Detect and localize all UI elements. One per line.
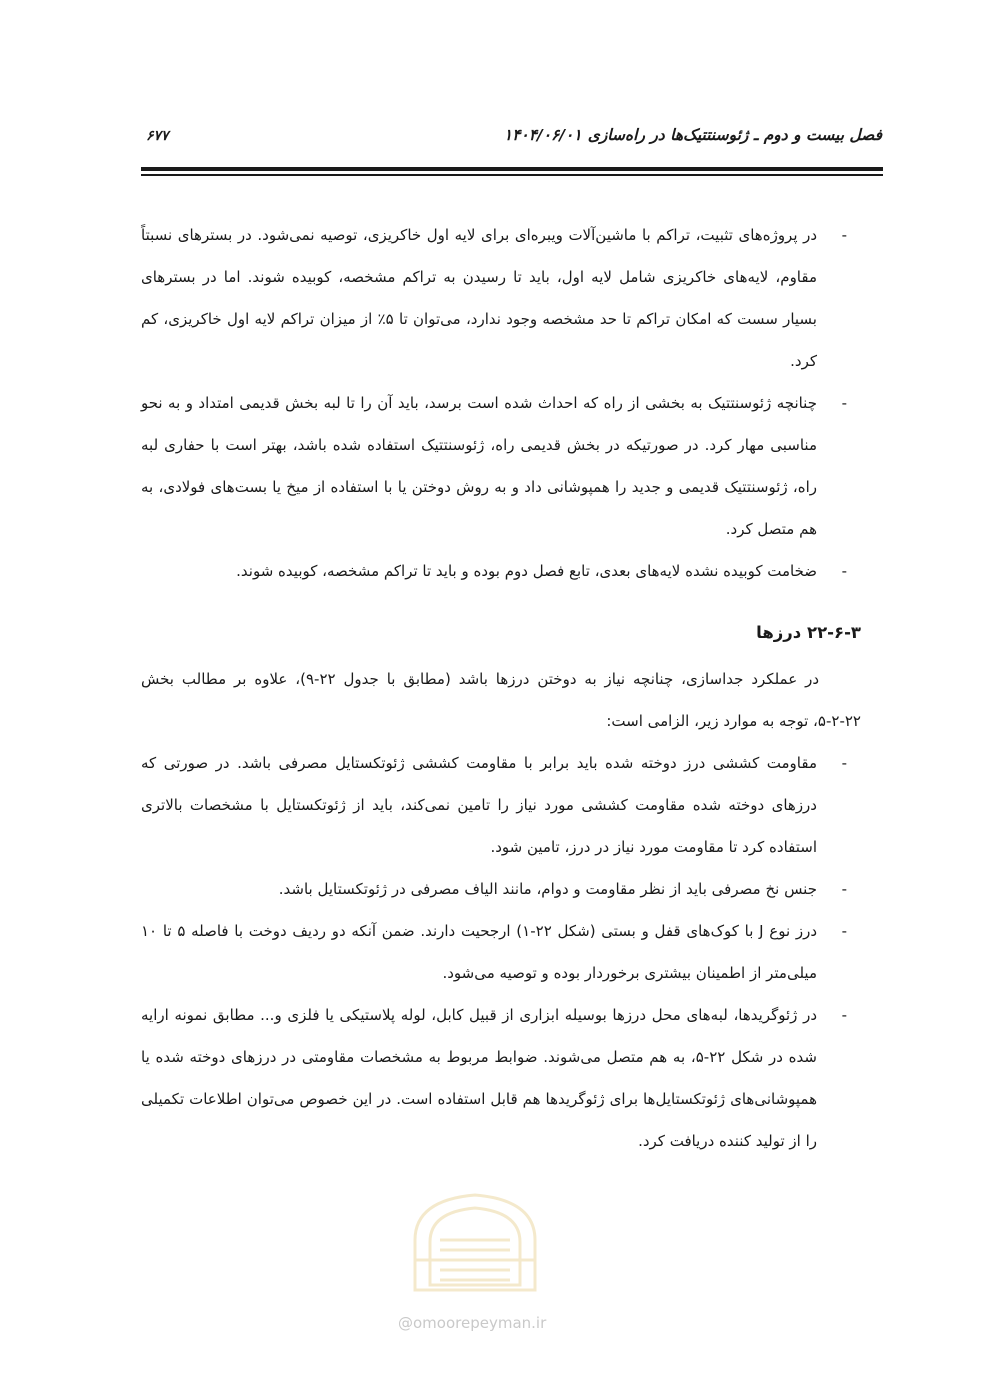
watermark-seal-icon	[395, 1180, 555, 1300]
bullet-item	[141, 742, 883, 868]
chapter-title	[504, 126, 882, 144]
bullet-dash: -	[841, 394, 847, 412]
bullet-dash: -	[841, 226, 847, 244]
bullet-text: ضخامت کوبیده نشده لایه‌های بعدی، تابع فصل دوم بوده و باید تا تراکم مشخصه، کوبیده شوند.	[236, 562, 817, 580]
bullet-item	[141, 382, 883, 550]
section-intro-paragraph: در عملکرد جداسازی، چنانچه نیاز به دوختن درزها باشد (مطابق با جدول ۲۲-۹)، علاوه بر مطالب بخش ۲۲-۲-۵، توجه به موارد زیر، الزامی است:	[141, 670, 861, 730]
header-rule-thin	[141, 174, 883, 176]
bullet-dash: -	[841, 754, 847, 772]
watermark-text: @omoorepeyman.ir	[398, 1314, 547, 1332]
header-rule-thick	[141, 167, 883, 171]
bullet-text: جنس نخ مصرفی باید از نظر مقاومت و دوام، مانند الیاف مصرفی در ژئوتکستایل باشد.	[278, 880, 817, 898]
bullet-text: چنانچه ژئوسنتتیک به بخشی از راه که احداث شده است برسد، باید آن را تا لبه بخش قدیمی امتداد و به نحو مناسبی مهار کرد. در صورتیکه در بخش قدیمی راه، ژئوسنتتیک استفاده شده باشد، بهتر است با حفاری لبه راه، ژئوسنتتیک قدیمی و جدید را همپوشانی داد و به روش دوختن یا با استفاده از میخ یا بست‌های فولادی، به هم متصل کرد.	[141, 394, 817, 538]
bullet-item	[141, 550, 883, 592]
bullet-dash: -	[841, 922, 847, 940]
header-date: ۱۴۰۴/۰۶/۰۱	[503, 126, 582, 144]
page-body	[141, 214, 883, 1162]
bullet-item	[141, 868, 883, 910]
section-heading: ۲۲-۶-۳ درزها	[756, 623, 861, 642]
running-header	[144, 126, 882, 156]
bullet-text: در ژئوگریدها، لبه‌های محل درزها بوسیله ابزاری از قبیل کابل، لوله پلاستیکی یا فلزی و... مطابق نمونه ارایه شده در شکل ۲۲-۵، به هم متصل می‌شوند. ضوابط مربوط به مشخصات مقاومتی در درزهای دوخته شده یا همپوشانی‌های ژئوتکستایل‌ها برای ژئوگریدها هم قابل استفاده است. در این خصوص می‌توان اطلاعات تکمیلی را از تولید کننده دریافت کرد.	[141, 1006, 817, 1150]
bullet-text: در پروژه‌های تثبیت، تراکم با ماشین‌آلات ویبره‌ای برای لایه اول خاکریزی، توصیه نمی‌شود. در بسترهای نسبتاً مقاوم، لایه‌های خاکریزی شامل لایه اول، باید تا رسیدن به تراکم مشخصه، کوبیده شوند. اما در بسترهای بسیار سست که امکان تراکم تا حد مشخصه وجود ندارد، می‌توان تا ۵٪ از میزان تراکم لایه اول خاکریزی، کم کرد.	[141, 226, 817, 370]
bullet-dash: -	[841, 1006, 847, 1024]
bullet-item	[141, 910, 883, 994]
bullet-item	[141, 994, 883, 1162]
bullet-dash: -	[841, 880, 847, 898]
bullet-text: درز نوع J با کوک‌های قفل و بستی (شکل ۲۲-۱) ارجحیت دارند. ضمن آنکه دو ردیف دوخت با فاصله ۵ تا ۱۰ میلی‌متر از اطمینان بیشتری برخوردار بوده و توصیه می‌شود.	[141, 922, 818, 982]
bullet-item	[141, 214, 883, 382]
page-number: ۶۷۷	[146, 128, 169, 144]
bullet-dash: -	[841, 562, 847, 580]
chapter-title-text: فصل بیست و دوم ـ ژئوسنتتیک‌ها در راه‌سازی	[587, 126, 882, 144]
bullet-text: مقاومت کششی درز دوخته شده باید برابر با مقاومت کششی ژئوتکستایل مصرفی باشد. در صورتی که درزهای دوخته شده مقاومت کششی مورد نیاز را تامین نمی‌کند، باید از ژئوتکستایل با مشخصات بالاتری استفاده کرد تا مقاومت مورد نیاز در درز، تامین شود.	[141, 754, 817, 856]
